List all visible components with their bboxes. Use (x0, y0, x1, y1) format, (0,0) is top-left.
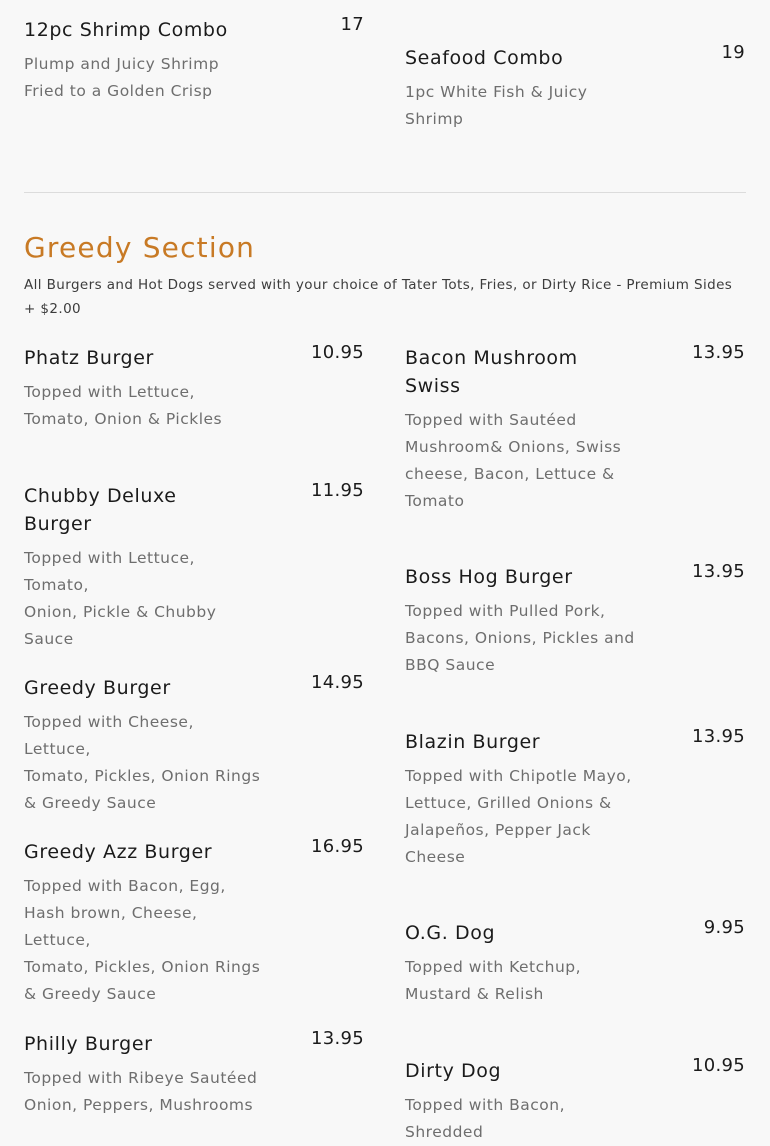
item-price: 14.95 (310, 672, 364, 693)
item-name: Greedy Azz Burger (24, 841, 213, 863)
item-description: 1pc White Fish & Juicy Shrimp (405, 83, 588, 128)
item-description: Topped with Bacon, Shredded (405, 1096, 565, 1141)
item-name: O.G. Dog (405, 922, 496, 944)
item-price: 16.95 (310, 836, 364, 857)
menu-item (405, 344, 745, 515)
item-name: Philly Burger (24, 1033, 153, 1055)
menu-item (405, 728, 745, 871)
section-divider (24, 192, 746, 193)
item-price: 19 (721, 42, 745, 63)
item-name: Greedy Burger (24, 677, 171, 699)
item-price: 11.95 (310, 480, 364, 501)
item-price: 10.95 (691, 1055, 745, 1076)
menu-item (405, 919, 745, 1008)
item-description: Topped with Lettuce, Tomato, Onion & Pickles (24, 383, 223, 428)
item-description: Plump and Juicy Shrimp Fried to a Golden Crisp (24, 55, 220, 100)
item-name: Blazin Burger (405, 731, 541, 753)
menu-item (24, 838, 364, 1008)
menu-item (405, 563, 745, 679)
menu-item (405, 1057, 745, 1146)
section-title: Greedy Section (24, 231, 256, 264)
item-description: Topped with Pulled Pork, Bacons, Onions, Pickles and BBQ Sauce (405, 602, 635, 674)
item-description: Topped with Sautéed Mushroom& Onions, Swiss cheese, Bacon, Lettuce & Tomato (405, 411, 622, 510)
menu-item-seafood-combo (405, 44, 745, 133)
menu-item-shrimp-combo (24, 16, 364, 105)
item-price: 13.95 (310, 1028, 364, 1049)
item-description: Topped with Bacon, Egg, Hash brown, Cheese, Lettuce, Tomato, Pickles, Onion Rings & Greedy Sauce (24, 877, 261, 1003)
menu-item (24, 344, 364, 433)
item-description: Topped with Lettuce, Tomato, Onion, Pickle & Chubby Sauce (24, 549, 217, 648)
item-price: 13.95 (691, 561, 745, 582)
item-price: 13.95 (691, 726, 745, 747)
item-price: 13.95 (691, 342, 745, 363)
menu-item (24, 674, 364, 817)
item-description: Topped with Ketchup, Mustard & Relish (405, 958, 582, 1003)
item-name: Bacon Mushroom Swiss (405, 347, 578, 397)
item-price: 10.95 (310, 342, 364, 363)
item-description: Topped with Chipotle Mayo, Lettuce, Grilled Onions & Jalapeños, Pepper Jack Cheese (405, 767, 632, 866)
menu-item (24, 1030, 364, 1119)
menu-item (24, 482, 364, 653)
item-name: Chubby Deluxe Burger (24, 485, 177, 535)
section-note: All Burgers and Hot Dogs served with your choice of Tater Tots, Fries, or Dirty Rice - Premium Sides + $2.00 (24, 277, 733, 317)
item-name: Seafood Combo (405, 47, 564, 69)
item-price: 17 (340, 14, 364, 35)
item-description: Topped with Ribeye Sautéed Onion, Peppers, Mushrooms (24, 1069, 258, 1114)
item-name: Dirty Dog (405, 1060, 502, 1082)
item-name: Phatz Burger (24, 347, 154, 369)
item-name: 12pc Shrimp Combo (24, 19, 228, 41)
item-description: Topped with Cheese, Lettuce, Tomato, Pickles, Onion Rings & Greedy Sauce (24, 713, 261, 812)
item-name: Boss Hog Burger (405, 566, 573, 588)
item-price: 9.95 (703, 917, 745, 938)
